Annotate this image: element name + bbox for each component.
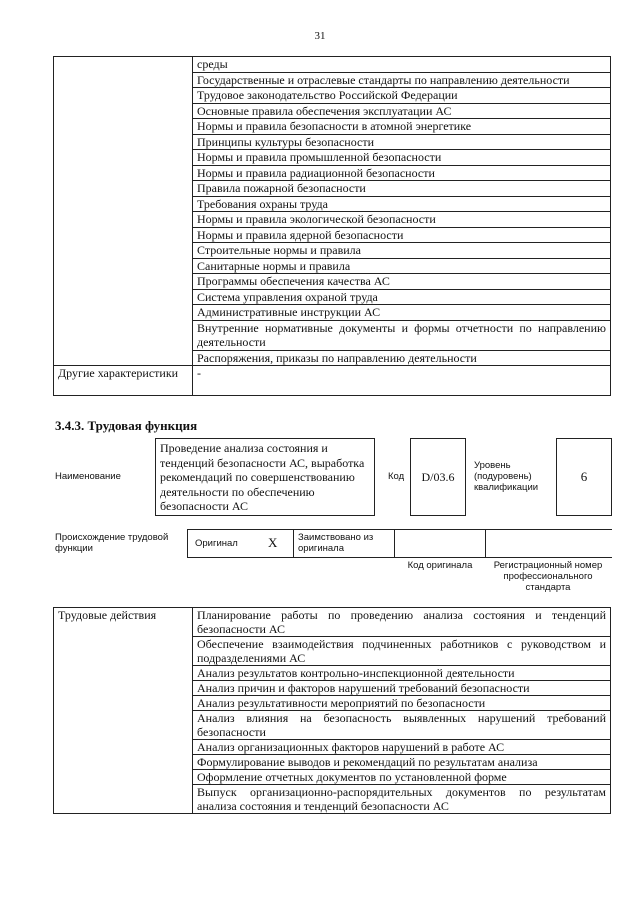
list-item: Нормы и правила безопасности в атомной энергетике: [193, 119, 611, 135]
code-original-caption: Код оригинала: [407, 560, 473, 571]
requirements-table: [53, 56, 611, 396]
list-item: Программы обеспечения качества АС: [193, 274, 611, 290]
labor-action-item: Анализ результативности мероприятий по безопасности: [193, 696, 611, 711]
list-item: Правила пожарной безопасности: [193, 181, 611, 197]
list-item: Внутренние нормативные документы и формы отчетности по направлению деятельности: [193, 320, 611, 350]
list-item: Нормы и правила радиационной безопасности: [193, 165, 611, 181]
labor-action-item: Анализ причин и факторов нарушений требований безопасности: [193, 681, 611, 696]
list-item: Государственные и отраслевые стандарты по направлению деятельности: [193, 72, 611, 88]
list-item: Нормы и правила экологической безопасности: [193, 212, 611, 228]
code-label: Код: [388, 471, 405, 482]
other-characteristics-label: Другие характеристики: [54, 366, 193, 396]
labor-actions-table: [53, 607, 611, 814]
level-value: 6: [556, 438, 612, 516]
original-label: Оригинал: [195, 538, 238, 549]
labor-action-item: Обеспечение взаимодействия подчиненных работников с руководством и подразделениями АС: [193, 637, 611, 666]
origin-row: [187, 529, 612, 558]
list-item: Строительные нормы и правила: [193, 243, 611, 259]
list-item: Требования охраны труда: [193, 196, 611, 212]
list-item: Система управления охраной труда: [193, 289, 611, 305]
list-item: Административные инструкции АС: [193, 305, 611, 321]
page-number: 31: [314, 30, 326, 42]
labor-actions-label: Трудовые действия: [54, 608, 193, 814]
list-item: Основные правила обеспечения эксплуатации АС: [193, 103, 611, 119]
labor-action-item: Формулирование выводов и рекомендаций по результатам анализа: [193, 755, 611, 770]
level-label: Уровень (подуровень) квалификации: [474, 460, 539, 493]
list-item: среды: [193, 57, 611, 73]
list-item: Нормы и правила ядерной безопасности: [193, 227, 611, 243]
empty-label-cell: [54, 57, 193, 366]
list-item: Принципы культуры безопасности: [193, 134, 611, 150]
name-label: Наименование: [55, 471, 121, 482]
function-code-value: D/03.6: [410, 438, 466, 516]
divider: [394, 529, 395, 558]
original-mark: X: [268, 535, 278, 550]
borrowed-label: Заимствовано из оригинала: [298, 532, 374, 554]
divider: [485, 529, 486, 558]
section-heading: 3.4.3. Трудовая функция: [55, 418, 198, 433]
other-characteristics-value: -: [193, 366, 611, 396]
origin-label: Происхождение трудовой функции: [55, 532, 169, 554]
list-item: Распоряжения, приказы по направлению деятельности: [193, 350, 611, 366]
list-item: Нормы и правила промышленной безопасности: [193, 150, 611, 166]
reg-number-caption: Регистрационный номер профессионального стандарта: [493, 560, 603, 593]
divider: [293, 529, 294, 558]
labor-action-item: Анализ влияния на безопасность выявленных нарушений требований безопасности: [193, 711, 611, 740]
function-name-value: Проведение анализа состояния и тенденций безопасности АС, выработка рекомендаций по совершенствованию деятельности по обеспечению безопасности АС: [155, 438, 375, 516]
list-item: Санитарные нормы и правила: [193, 258, 611, 274]
labor-action-item: Планирование работы по проведению анализа состояния и тенденций безопасности АС: [193, 608, 611, 637]
list-item: Трудовое законодательство Российской Федерации: [193, 88, 611, 104]
labor-action-item: Оформление отчетных документов по установленной форме: [193, 770, 611, 785]
labor-action-item: Выпуск организационно-распорядительных документов по результатам анализа состояния и тенденций безопасности АС: [193, 785, 611, 814]
labor-action-item: Анализ организационных факторов нарушений в работе АС: [193, 740, 611, 755]
labor-action-item: Анализ результатов контрольно-инспекционной деятельности: [193, 666, 611, 681]
